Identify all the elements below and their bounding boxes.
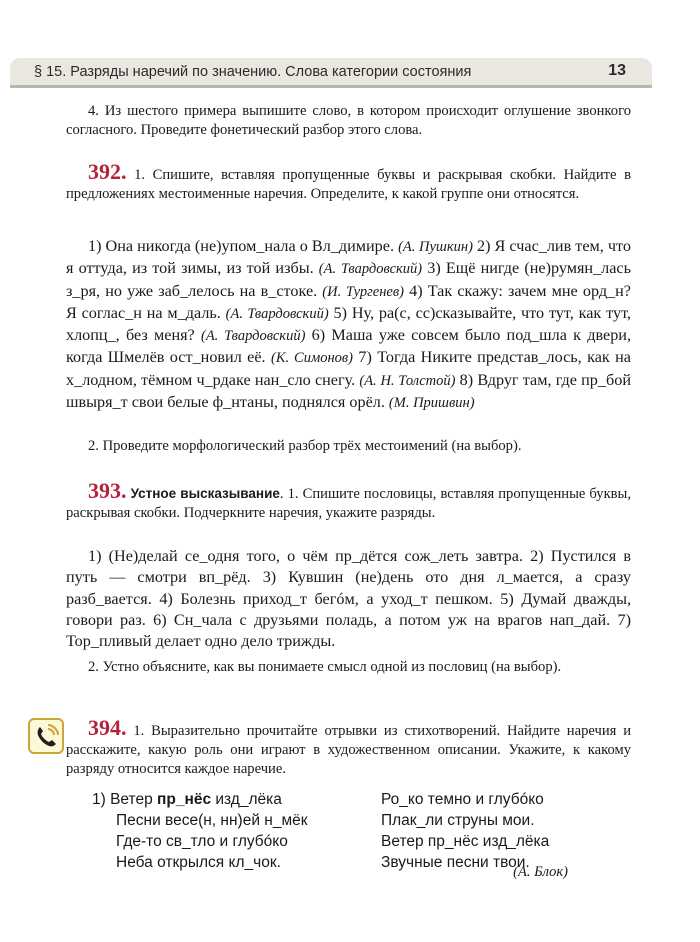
task-4-instruction: 4. Из шестого примера выпишите слово, в котором происходит оглушение звонкого согласного. Проведите фонетический разбор этого слова. [66,103,631,138]
exercise-393-task1: . 1. Спишите пословицы, вставляя пропущенные буквы, раскрывая скобки. Подчеркните наречия, укажите разряды. [66,486,631,521]
poem-right-line: Ро_ко темно и глубóко [381,791,544,808]
exercise-392-sentences [66,236,631,414]
sentence-author: (И. Тургенев) [322,283,404,300]
exercise-392-number: 392. [88,159,127,184]
sentence-author: (А. Твардовский) [200,328,306,345]
poem-left [92,789,308,873]
poem-left-line: Где-то св_тло и глубóко [116,833,288,850]
poem-bold-word: пр_нёс [157,791,212,808]
poem-right-line: Звучные песни твои. [381,854,530,871]
sentence-text: 3) Ещё нигде (не)румян_лась з_ря, но уже заб_лелось на в_стоке. [66,259,631,300]
poem-left-line: Неба открылся кл_чок. [116,854,281,871]
poem-line-rest: изд_лёка [211,791,282,808]
page-number: 13 [608,62,626,79]
poem-right-line: Плак_ли струны мои. [381,812,535,829]
sentence-text: 4) Так скажу: зачем мне орд_н? Я соглас_н на м_даль. [66,281,631,322]
poem-author: (А. Блок) [513,864,568,880]
poem-right-line: Ветер пр_нёс изд_лёка [381,833,550,850]
sentence-author: (А. Твардовский) [318,261,423,278]
exercise-392-task2: 2. Проведите морфологический разбор трёх местоимений (на выбор). [88,438,522,454]
exercise-393-task2: 2. Устно объясните, как вы понимаете смысл одной из пословиц (на выбор). [88,659,562,675]
sentence-text: 5) Ну, ра(с, сс)сказывайте, что тут, как тут, хлопц_, без меня? [66,303,631,345]
phone-audio-icon [28,718,64,754]
sentence-author: (А. Пушкин) [398,239,473,255]
exercise-392-task1: 1. Спишите, вставляя пропущенные буквы и раскрывая скобки. Найдите в предложениях местоименные наречия. Определите, к какой группе они относятся. [66,167,631,202]
exercise-392-task [66,159,631,204]
oral-statement-label: Устное высказывание [130,486,280,501]
sentence-text: 2) Я счас_лив тем, что я оттуда, из той зимы, из той избы. [66,237,631,278]
exercise-394-task [66,715,631,779]
poem-left-line: Песни весе(н, нн)ей н_мёк [116,812,308,829]
exercise-393-number: 393. [88,478,127,503]
exercise-394-task1: 1. Выразительно прочитайте отрывки из стихотворений. Найдите наречия и расскажите, какую роль они играют в художественном описании. Укажите, к какому разряду относится каждое наречие. [66,723,631,777]
sentence-text: 1) Она никогда (не)упом_нала о Вл_димире. [88,237,399,255]
exercise-394-number: 394. [88,715,127,740]
poem-line-prefix: 1) Ветер [92,791,158,808]
section-header [10,58,652,88]
poem-left-line-1 [92,789,308,810]
sentence-text: 6) Маша уже совсем было под_шла к двери, когда Шмелёв ост_новил её. [66,326,631,367]
poem-right [381,789,549,873]
sentence-author: (М. Пришвин) [388,395,475,412]
sentence-author: (А. Н. Толстой) [359,372,456,389]
section-title: § 15. Разряды наречий по значению. Слова категории состояния [34,64,472,80]
sentence-text: 8) Вдруг там, где пр_бой швыря_т свои белые ф_нтаны, поднялся орёл. [66,370,631,412]
sentence-text: 7) Тогда Никите представ_лось, как на х_лодном, тёмном ч_рдаке нан_сло снегу. [66,348,631,389]
sentence-author: (К. Симонов) [270,350,354,367]
exercise-393-task [66,478,631,523]
sentence-author: (А. Твардовский) [225,305,329,322]
exercise-393-proverbs: 1) (Не)делай се_одня того, о чём пр_дётся сож_леть завтра. 2) Пустился в путь — смотри вп_рёд. 3) Кувшин (не)день ото дня л_мается, а сразу разб_вается. 4) Болезнь приход_т бегóм, а уход_т пешком. 5) Думай дважды, говори раз. 6) Сн_чала с друзьями поладь, а потом уж на врагов нап_дай. 7) Тор_пливый делает одно дело трижды. [66,547,631,651]
